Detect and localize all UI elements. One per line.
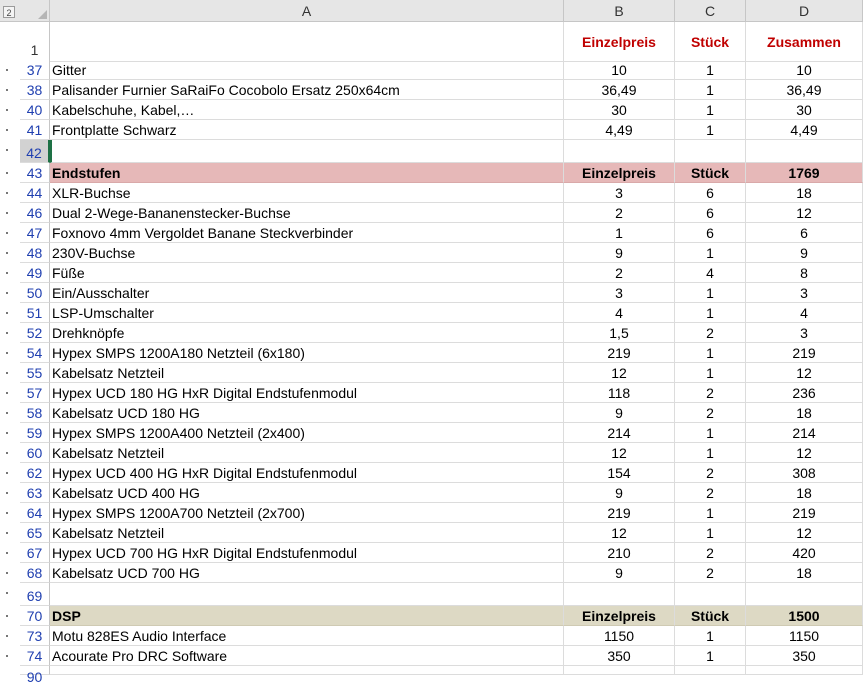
cell-c[interactable]: 2: [675, 403, 746, 423]
cell-a[interactable]: Endstufen: [50, 163, 564, 183]
cell-c[interactable]: 1: [675, 100, 746, 120]
cell-c[interactable]: [675, 666, 746, 675]
row-number[interactable]: 46: [20, 203, 50, 223]
cell-b[interactable]: [564, 140, 675, 163]
outline-dot-icon: [6, 172, 8, 174]
cell-c[interactable]: [675, 140, 746, 163]
cell-d[interactable]: 10: [746, 60, 863, 80]
select-all-corner[interactable]: [0, 0, 50, 22]
cell-d[interactable]: 9: [746, 243, 863, 263]
row-number[interactable]: 68: [20, 563, 50, 583]
outline-dot-icon: [6, 149, 8, 151]
section-row-endstufen: [0, 163, 863, 183]
cell-d[interactable]: 308: [746, 463, 863, 483]
table-row: [0, 563, 863, 583]
row-number[interactable]: 55: [20, 363, 50, 383]
cell-a[interactable]: Motu 828ES Audio Interface: [50, 626, 564, 646]
table-row: [0, 100, 863, 120]
cell-a[interactable]: Dual 2-Wege-Bananenstecker-Buchse: [50, 203, 564, 223]
row-number[interactable]: 37: [20, 60, 50, 80]
cell-c[interactable]: 6: [675, 183, 746, 203]
cell-d[interactable]: 30: [746, 100, 863, 120]
cell-b[interactable]: 1: [564, 223, 675, 243]
table-row: [0, 22, 863, 62]
cell-b[interactable]: [564, 583, 675, 606]
cell-b[interactable]: 12: [564, 523, 675, 543]
row-number[interactable]: 48: [20, 243, 50, 263]
cell-b[interactable]: 4: [564, 303, 675, 323]
cell-b[interactable]: 4,49: [564, 120, 675, 140]
cell-b[interactable]: 9: [564, 483, 675, 503]
cell-d[interactable]: [746, 140, 863, 163]
table-row: [0, 263, 863, 283]
row-number[interactable]: 73: [20, 626, 50, 646]
cell-c[interactable]: 1: [675, 283, 746, 303]
cell-c[interactable]: 1: [675, 503, 746, 523]
table-row: [0, 283, 863, 303]
cell-a[interactable]: DSP: [50, 606, 564, 626]
cell-a[interactable]: Füße: [50, 263, 564, 283]
cell-b[interactable]: 3: [564, 283, 675, 303]
row-number[interactable]: 67: [20, 543, 50, 563]
cell-a[interactable]: [50, 666, 564, 675]
row-number[interactable]: 1: [20, 22, 50, 62]
cell-a[interactable]: Kabelsatz UCD 700 HG: [50, 563, 564, 583]
table-row: [0, 323, 863, 343]
cell-c[interactable]: 1: [675, 243, 746, 263]
cell-d[interactable]: 4,49: [746, 120, 863, 140]
table-row: [0, 383, 863, 403]
outline-dot-icon: [6, 109, 8, 111]
outline-dot-icon: [6, 472, 8, 474]
cell-d[interactable]: 18: [746, 563, 863, 583]
cell-c[interactable]: 4: [675, 263, 746, 283]
table-row: [0, 403, 863, 423]
cell-c[interactable]: 1: [675, 646, 746, 666]
cell-b[interactable]: 2: [564, 263, 675, 283]
outline-dot-icon: [6, 392, 8, 394]
table-row: [0, 626, 863, 646]
cell-b[interactable]: 1,5: [564, 323, 675, 343]
cell-c[interactable]: 6: [675, 203, 746, 223]
cell-b[interactable]: 219: [564, 343, 675, 363]
cell-d[interactable]: 236: [746, 383, 863, 403]
cell-c[interactable]: 1: [675, 423, 746, 443]
cell-a[interactable]: Ein/Ausschalter: [50, 283, 564, 303]
cell-a[interactable]: 230V-Buchse: [50, 243, 564, 263]
row-number[interactable]: 54: [20, 343, 50, 363]
cell-c[interactable]: 1: [675, 120, 746, 140]
table-row: [0, 60, 863, 80]
cell-a[interactable]: Kabelsatz UCD 180 HG: [50, 403, 564, 423]
cell-a[interactable]: Hypex SMPS 1200A400 Netzteil (2x400): [50, 423, 564, 443]
cell-d[interactable]: 36,49: [746, 80, 863, 100]
cell-d[interactable]: 420: [746, 543, 863, 563]
row-number[interactable]: 62: [20, 463, 50, 483]
outline-dot-icon: [6, 272, 8, 274]
cell-a[interactable]: Acourate Pro DRC Software: [50, 646, 564, 666]
cell-d[interactable]: [746, 666, 863, 675]
row-number[interactable]: 51: [20, 303, 50, 323]
outline-dot-icon: [6, 332, 8, 334]
cell-b[interactable]: 9: [564, 563, 675, 583]
table-row: [0, 583, 863, 606]
table-row: [0, 423, 863, 443]
outline-level-button[interactable]: 2: [3, 6, 15, 18]
row-number[interactable]: 59: [20, 423, 50, 443]
row-number[interactable]: 38: [20, 80, 50, 100]
cell-a[interactable]: Frontplatte Schwarz: [50, 120, 564, 140]
cell-c[interactable]: 1: [675, 80, 746, 100]
outline-dot-icon: [6, 452, 8, 454]
row-number[interactable]: 69: [20, 583, 50, 606]
row-number[interactable]: 49: [20, 263, 50, 283]
cell-a[interactable]: Kabelsatz Netzteil: [50, 523, 564, 543]
table-row: [0, 463, 863, 483]
row-number[interactable]: 40: [20, 100, 50, 120]
outline-dot-icon: [6, 372, 8, 374]
row-number[interactable]: 41: [20, 120, 50, 140]
table-row: [0, 80, 863, 100]
outline-dot-icon: [6, 615, 8, 617]
cell-b[interactable]: 12: [564, 443, 675, 463]
cell-d[interactable]: 12: [746, 523, 863, 543]
cell-a[interactable]: [50, 22, 564, 62]
column-header-d[interactable]: D: [746, 0, 863, 22]
column-header-a[interactable]: A: [50, 0, 564, 22]
outline-dot-icon: [6, 592, 8, 594]
cell-c[interactable]: 1: [675, 443, 746, 463]
row-number[interactable]: 65: [20, 523, 50, 543]
table-row: [0, 443, 863, 463]
cell-d[interactable]: 4: [746, 303, 863, 323]
cell-d[interactable]: 18: [746, 403, 863, 423]
cell-b[interactable]: 118: [564, 383, 675, 403]
table-row: [0, 223, 863, 243]
cell-d[interactable]: Zusammen: [746, 22, 863, 62]
cell-d[interactable]: 12: [746, 363, 863, 383]
cell-c[interactable]: 1: [675, 60, 746, 80]
outline-dot-icon: [6, 655, 8, 657]
cell-d[interactable]: 6: [746, 223, 863, 243]
cell-b[interactable]: 350: [564, 646, 675, 666]
outline-dot-icon: [6, 432, 8, 434]
cell-b[interactable]: 9: [564, 403, 675, 423]
cell-a[interactable]: Palisander Furnier SaRaiFo Cocobolo Ersatz 250x64cm: [50, 80, 564, 100]
cell-d[interactable]: 3: [746, 323, 863, 343]
cell-d[interactable]: 1150: [746, 626, 863, 646]
cell-b[interactable]: 1150: [564, 626, 675, 646]
cell-b[interactable]: 210: [564, 543, 675, 563]
outline-dot-icon: [6, 232, 8, 234]
outline-dot-icon: [6, 412, 8, 414]
cell-a[interactable]: LSP-Umschalter: [50, 303, 564, 323]
outline-dot-icon: [6, 69, 8, 71]
cell-a[interactable]: Kabelsatz UCD 400 HG: [50, 483, 564, 503]
column-header-c[interactable]: C: [675, 0, 746, 22]
cell-d[interactable]: 350: [746, 646, 863, 666]
table-row: [0, 303, 863, 323]
outline-dot-icon: [6, 129, 8, 131]
cell-b[interactable]: 219: [564, 503, 675, 523]
cell-a[interactable]: Gitter: [50, 60, 564, 80]
table-row: [0, 243, 863, 263]
cell-c[interactable]: 6: [675, 223, 746, 243]
cell-a[interactable]: Drehknöpfe: [50, 323, 564, 343]
outline-dot-icon: [6, 252, 8, 254]
cell-b[interactable]: [564, 666, 675, 675]
row-number-selected[interactable]: 42: [20, 140, 50, 163]
outline-dot-icon: [6, 552, 8, 554]
cell-a[interactable]: Hypex UCD 700 HG HxR Digital Endstufenmodul: [50, 543, 564, 563]
row-number[interactable]: 58: [20, 403, 50, 423]
outline-dot-icon: [6, 292, 8, 294]
row-number[interactable]: 50: [20, 283, 50, 303]
table-row: [0, 503, 863, 523]
cell-c[interactable]: 2: [675, 483, 746, 503]
outline-dot-icon: [6, 212, 8, 214]
cell-b[interactable]: Einzelpreis: [564, 163, 675, 183]
outline-dot-icon: [6, 532, 8, 534]
cell-d[interactable]: 12: [746, 443, 863, 463]
cell-d[interactable]: 219: [746, 343, 863, 363]
row-number[interactable]: 52: [20, 323, 50, 343]
cell-c[interactable]: 2: [675, 463, 746, 483]
column-header-b[interactable]: B: [564, 0, 675, 22]
cell-c[interactable]: [675, 583, 746, 606]
table-row: [0, 363, 863, 383]
outline-dot-icon: [6, 492, 8, 494]
cell-b[interactable]: 12: [564, 363, 675, 383]
cell-b[interactable]: 30: [564, 100, 675, 120]
cell-b[interactable]: 214: [564, 423, 675, 443]
cell-d[interactable]: 214: [746, 423, 863, 443]
cell-a[interactable]: Kabelsatz Netzteil: [50, 443, 564, 463]
cell-c[interactable]: Stück: [675, 606, 746, 626]
cell-b[interactable]: 9: [564, 243, 675, 263]
cell-c[interactable]: 2: [675, 383, 746, 403]
table-row: [0, 203, 863, 223]
cell-c[interactable]: 1: [675, 343, 746, 363]
cell-b[interactable]: Einzelpreis: [564, 22, 675, 62]
table-row: [0, 543, 863, 563]
table-row: [0, 120, 863, 140]
cell-b[interactable]: Einzelpreis: [564, 606, 675, 626]
cell-c[interactable]: Stück: [675, 22, 746, 62]
cell-d[interactable]: 18: [746, 183, 863, 203]
outline-dot-icon: [6, 635, 8, 637]
table-row: [0, 523, 863, 543]
cell-a[interactable]: XLR-Buchse: [50, 183, 564, 203]
cell-d[interactable]: 8: [746, 263, 863, 283]
table-row: [0, 183, 863, 203]
row-number[interactable]: 57: [20, 383, 50, 403]
cell-b[interactable]: 154: [564, 463, 675, 483]
cell-c[interactable]: 1: [675, 303, 746, 323]
cell-d[interactable]: [746, 583, 863, 606]
cell-a[interactable]: Hypex UCD 400 HG HxR Digital Endstufenmodul: [50, 463, 564, 483]
cell-a[interactable]: Hypex SMPS 1200A700 Netzteil (2x700): [50, 503, 564, 523]
cell-d[interactable]: 1500: [746, 606, 863, 626]
row-number[interactable]: 90: [20, 666, 50, 675]
table-row: [0, 483, 863, 503]
cell-a[interactable]: Hypex UCD 180 HG HxR Digital Endstufenmodul: [50, 383, 564, 403]
cell-a[interactable]: Foxnovo 4mm Vergoldet Banane Steckverbinder: [50, 223, 564, 243]
cell-a[interactable]: Hypex SMPS 1200A180 Netzteil (6x180): [50, 343, 564, 363]
row-number[interactable]: 70: [20, 606, 50, 626]
cell-c[interactable]: 2: [675, 323, 746, 343]
row-number[interactable]: 74: [20, 646, 50, 666]
cell-a[interactable]: Kabelschuhe, Kabel,…: [50, 100, 564, 120]
table-row: [0, 666, 863, 685]
row-number[interactable]: 64: [20, 503, 50, 523]
cell-b[interactable]: 2: [564, 203, 675, 223]
outline-dot-icon: [6, 352, 8, 354]
row-number[interactable]: 43: [20, 163, 50, 183]
cell-c[interactable]: Stück: [675, 163, 746, 183]
cell-c[interactable]: 2: [675, 543, 746, 563]
table-row: [0, 646, 863, 666]
cell-b[interactable]: 36,49: [564, 80, 675, 100]
table-row: [0, 343, 863, 363]
cell-a-active[interactable]: [50, 140, 564, 163]
row-number[interactable]: 63: [20, 483, 50, 503]
outline-dot-icon: [6, 89, 8, 91]
cell-d[interactable]: 18: [746, 483, 863, 503]
outline-dot-icon: [6, 312, 8, 314]
outline-dot-icon: [6, 512, 8, 514]
outline-dot-icon: [6, 192, 8, 194]
cell-c[interactable]: 1: [675, 626, 746, 646]
cell-b[interactable]: 10: [564, 60, 675, 80]
section-row-dsp: [0, 606, 863, 626]
select-all-triangle-icon[interactable]: [38, 10, 47, 19]
cell-d[interactable]: 12: [746, 203, 863, 223]
cell-d[interactable]: 3: [746, 283, 863, 303]
cell-a[interactable]: Kabelsatz Netzteil: [50, 363, 564, 383]
cell-a[interactable]: [50, 583, 564, 606]
row-number[interactable]: 47: [20, 223, 50, 243]
cell-d[interactable]: 1769: [746, 163, 863, 183]
cell-b[interactable]: 3: [564, 183, 675, 203]
table-row: [0, 140, 863, 163]
outline-dot-icon: [6, 572, 8, 574]
row-number[interactable]: 60: [20, 443, 50, 463]
outline-gutter: [0, 22, 20, 62]
cell-c[interactable]: 2: [675, 563, 746, 583]
cell-d[interactable]: 219: [746, 503, 863, 523]
row-number[interactable]: 44: [20, 183, 50, 203]
cell-c[interactable]: 1: [675, 363, 746, 383]
cell-c[interactable]: 1: [675, 523, 746, 543]
